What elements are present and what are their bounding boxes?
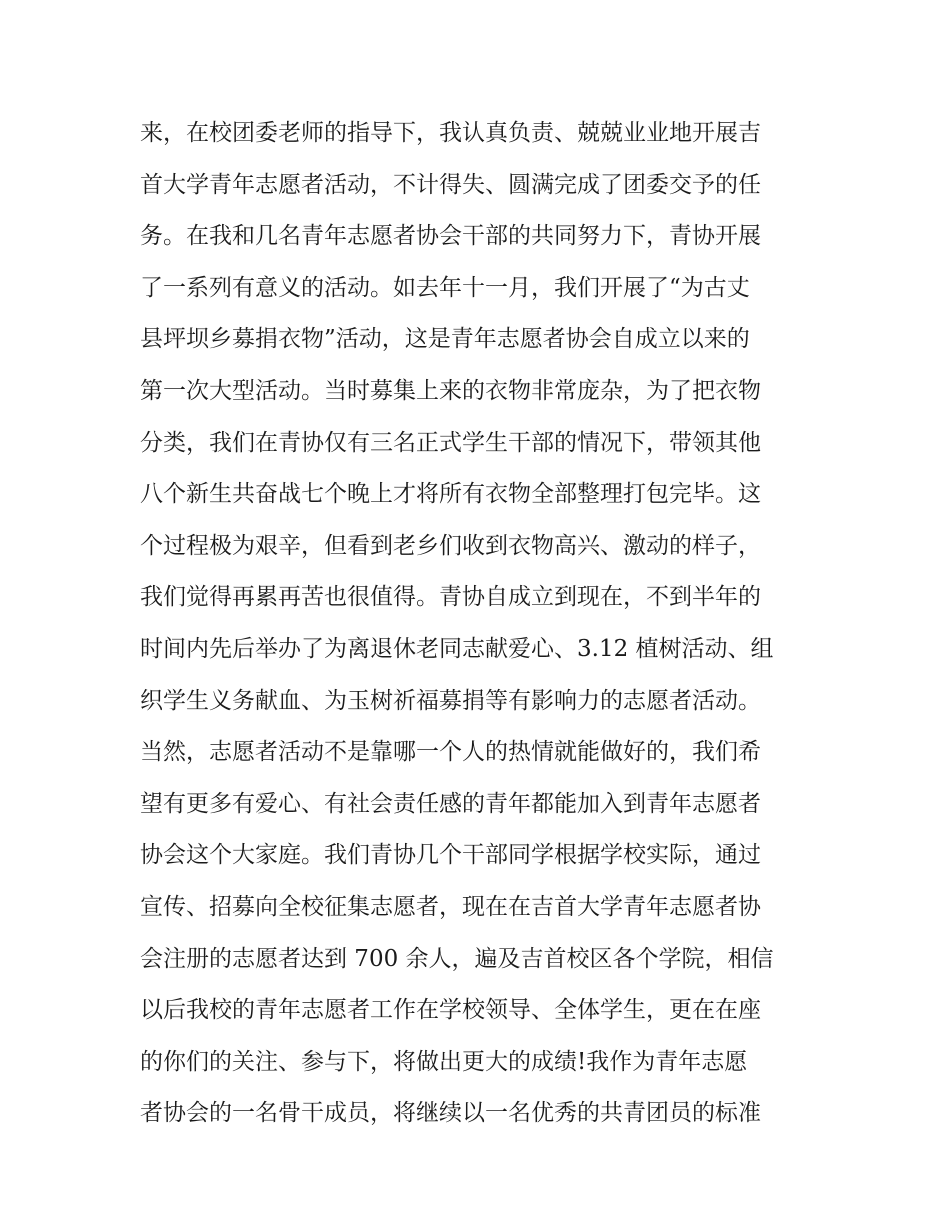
text-line: 以后我校的青年志愿者工作在学校领导、全体学生，更在在座	[140, 997, 761, 1024]
text-line: 会注册的志愿者达到 700 余人，遍及吉首校区各个学院，相信	[140, 945, 774, 972]
text-line: 分类，我们在青协仅有三名正式学生干部的情况下，带领其他	[140, 429, 761, 456]
text-line: 织学生义务献血、为玉树祈福募捐等有影响力的志愿者活动。	[140, 687, 761, 714]
text-line: 当然，志愿者活动不是靠哪一个人的热情就能做好的，我们希	[140, 739, 761, 766]
text-line: 县坪坝乡募捐衣物”活动，这是青年志愿者协会自成立以来的	[140, 326, 750, 353]
text-line: 宣传、招募向全校征集志愿者，现在在吉首大学青年志愿者协	[140, 893, 761, 920]
text-line: 来，在校团委老师的指导下，我认真负责、兢兢业业地开展吉	[140, 120, 761, 146]
text-line: 望有更多有爱心、有社会责任感的青年都能加入到青年志愿者	[140, 790, 761, 817]
text-line: 个过程极为艰辛，但看到老乡们收到衣物高兴、激动的样子，	[140, 532, 761, 559]
text-line: 首大学青年志愿者活动，不计得失、圆满完成了团委交予的任	[140, 171, 761, 198]
text-line: 者协会的一名骨干成员，将继续以一名优秀的共青团员的标准	[140, 1100, 761, 1127]
text-line: 第一次大型活动。当时募集上来的衣物非常庞杂，为了把衣物	[140, 377, 761, 404]
text-line: 时间内先后举办了为离退休老同志献爱心、3.12 植树活动、组	[140, 635, 774, 662]
text-line: 的你们的关注、参与下，将做出更大的成绩!我作为青年志愿	[140, 1048, 748, 1075]
text-line: 了一系列有意义的活动。如去年十一月，我们开展了“为古丈	[140, 274, 750, 301]
text-line: 我们觉得再累再苦也很值得。青协自成立到现在，不到半年的	[140, 584, 761, 611]
body-text	[140, 108, 820, 1140]
text-line: 务。在我和几名青年志愿者协会干部的共同努力下，青协开展	[140, 223, 761, 250]
text-line: 八个新生共奋战七个晚上才将所有衣物全部整理打包完毕。这	[140, 481, 761, 508]
text-line: 协会这个大家庭。我们青协几个干部同学根据学校实际，通过	[140, 842, 761, 869]
